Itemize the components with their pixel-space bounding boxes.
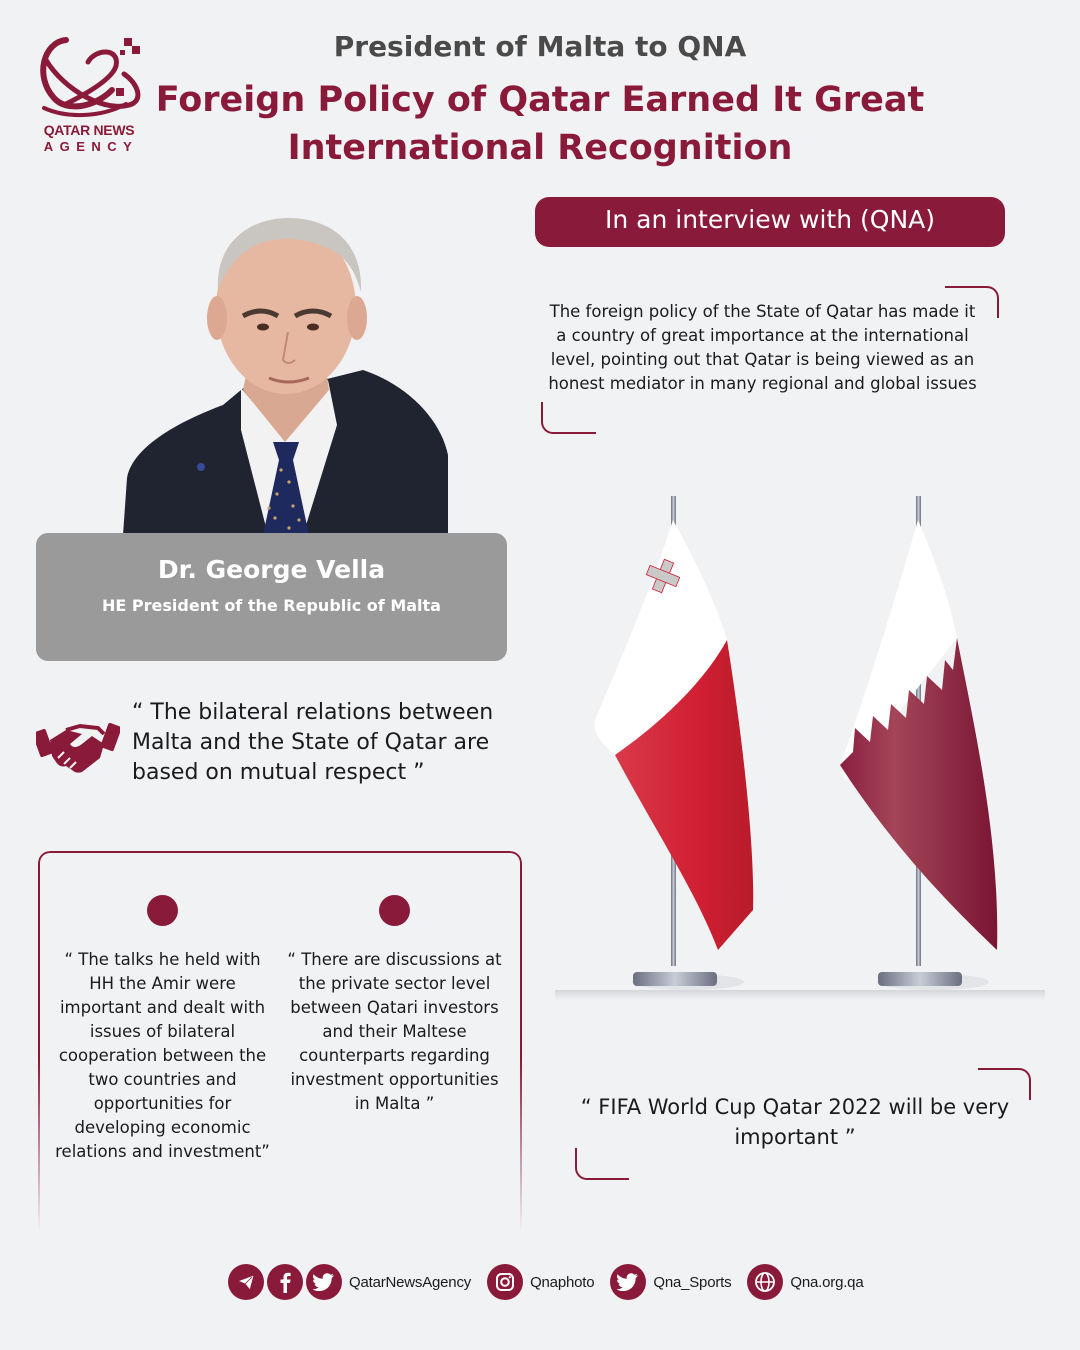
box-quote-1: “ The talks he held with HH the Amir were important and dealt with issues of bilateral cooperation between the two countries and opportunities for developing economic relations and investment” (55, 950, 270, 1161)
relations-quote: “ The bilateral relations between Malta and the State of Qatar are based on mutual respect ” (132, 700, 494, 785)
facebook-icon[interactable] (267, 1264, 303, 1300)
twitter-icon[interactable] (306, 1264, 342, 1300)
box-quote-2: “ There are discussions at the private sector level between Qatari investors and their Maltese counterparts regarding investment opportunities in Malta ” (287, 950, 502, 1113)
main-quote: The foreign policy of the State of Qatar has made it a country of great importance at the international level, pointing out that Qatar is being viewed as an honest mediator in many regional and global issues (548, 302, 977, 393)
footer-label-website[interactable]: Qna.org.qa (790, 1273, 864, 1291)
logo-text-line2: AGENCY (43, 139, 139, 154)
footer-label-qna-sports[interactable]: Qna_Sports (653, 1273, 732, 1291)
fifa-quote: “ FIFA World Cup Qatar 2022 will be very important ” (580, 1095, 1010, 1149)
globe-icon[interactable] (747, 1264, 783, 1300)
twitter-icon[interactable] (610, 1264, 646, 1300)
bullet-dot-2 (379, 895, 410, 926)
title-line-1: Foreign Policy of Qatar Earned It Great (155, 80, 925, 120)
person-title: HE President of the Republic of Malta (102, 596, 441, 615)
social-footer (228, 1263, 879, 1301)
page-subtitle: President of Malta to QNA (333, 30, 747, 63)
name-card (36, 533, 507, 661)
bracket-bottom-left-2 (575, 1148, 629, 1180)
portrait-photo (123, 210, 448, 535)
title-line-2: International Recognition (287, 128, 793, 168)
qna-logo-emblem-icon (36, 34, 142, 120)
footer-label-qatarnewsagency[interactable]: QatarNewsAgency (349, 1273, 472, 1291)
person-name: Dr. George Vella (157, 555, 386, 584)
interview-badge: In an interview with (QNA) (535, 197, 1005, 247)
telegram-icon[interactable] (228, 1264, 264, 1300)
flags-illustration (555, 490, 1045, 1010)
handshake-icon (36, 722, 120, 774)
bracket-bottom-left (541, 402, 596, 434)
page-title (140, 76, 940, 172)
footer-label-qnaphoto[interactable]: Qnaphoto (530, 1273, 595, 1291)
logo-text-line1: QATAR NEWS (43, 122, 135, 138)
bullet-dot-1 (147, 895, 178, 926)
instagram-icon[interactable] (487, 1264, 523, 1300)
qna-logo (36, 34, 142, 158)
